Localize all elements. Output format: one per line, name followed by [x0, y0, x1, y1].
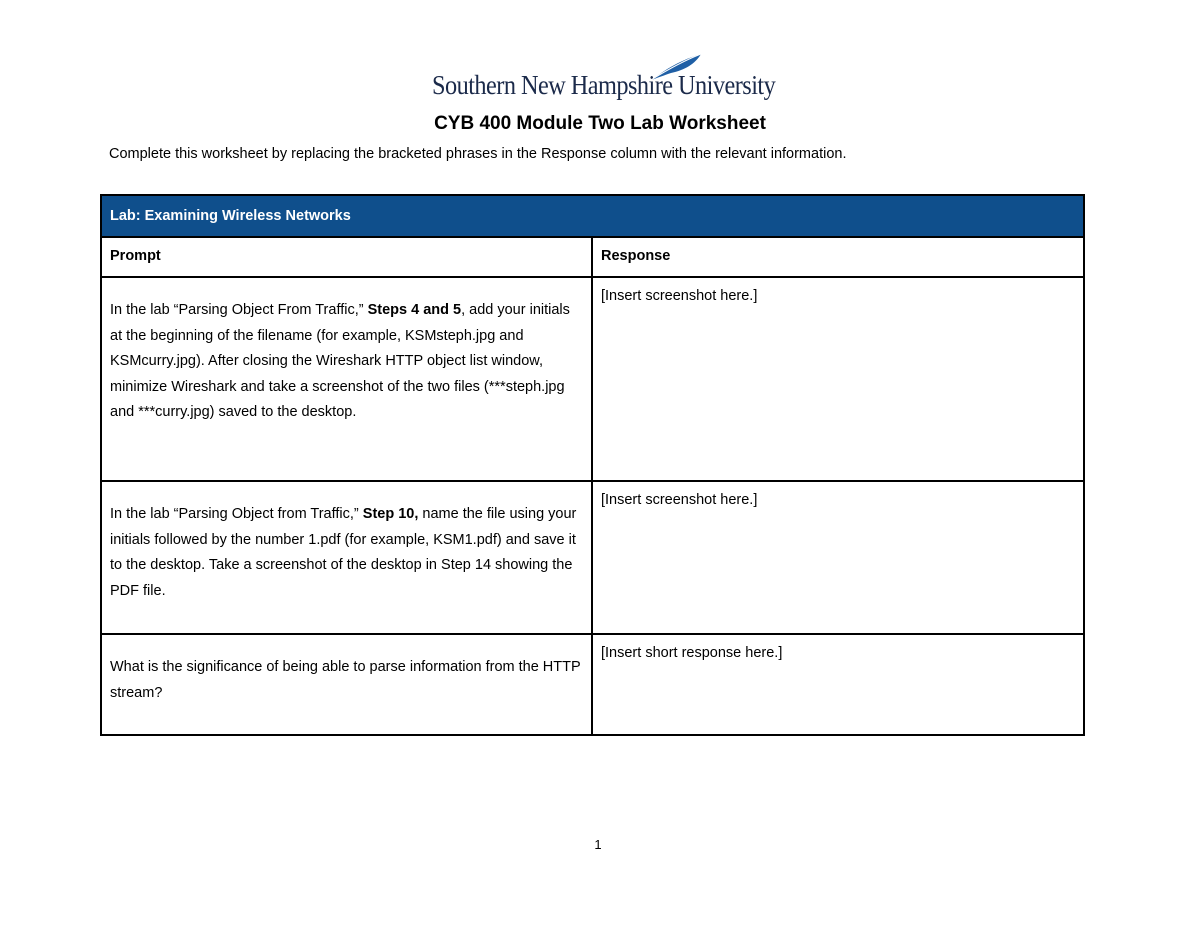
prompt-text: , add your initials at the beginning of the filename (for example, KSMsteph.jpg and KSMcurry.jpg). After closing the Wireshark HTTP object list window, minimize Wireshark and take a screenshot of the two files (***steph.jpg and ***curry.jpg) saved to the desktop.	[110, 302, 570, 420]
prompt-text: What is the significance of being able to parse information from the HTTP stream?	[110, 659, 581, 701]
table-row	[101, 481, 1084, 634]
prompt-text: In the lab “Parsing Object From Traffic,”	[110, 302, 368, 318]
lab-worksheet-table	[100, 194, 1085, 736]
response-cell[interactable]: [Insert screenshot here.]	[592, 481, 1084, 634]
prompt-text: name the file using your initials followed by the number 1.pdf (for example, KSM1.pdf) and save it to the desktop. Take a screenshot of the desktop in Step 14 showing the PDF file.	[110, 506, 577, 599]
prompt-cell	[101, 481, 592, 634]
page-number: 1	[594, 837, 602, 852]
logo-wordmark: Southern New Hampshire University	[432, 70, 776, 100]
prompt-text: In the lab “Parsing Object from Traffic,”	[110, 506, 363, 522]
prompt-cell	[101, 277, 592, 481]
lab-section-title: Lab: Examining Wireless Networks	[101, 195, 1084, 237]
prompt-column-header: Prompt	[101, 237, 592, 277]
prompt-cell	[101, 634, 592, 735]
feather-quill-icon	[645, 52, 705, 82]
university-logo	[432, 52, 776, 106]
response-column-header: Response	[592, 237, 1084, 277]
response-cell[interactable]: [Insert screenshot here.]	[592, 277, 1084, 481]
worksheet-title: CYB 400 Module Two Lab Worksheet	[434, 113, 766, 134]
table-row	[101, 277, 1084, 481]
prompt-step-highlight: Steps 4 and 5	[367, 302, 462, 318]
prompt-step-highlight: Step 10,	[362, 506, 419, 522]
worksheet-instructions: Complete this worksheet by replacing the bracketed phrases in the Response column with the relevant information.	[109, 146, 847, 162]
table-row	[101, 634, 1084, 735]
response-cell[interactable]: [Insert short response here.]	[592, 634, 1084, 735]
